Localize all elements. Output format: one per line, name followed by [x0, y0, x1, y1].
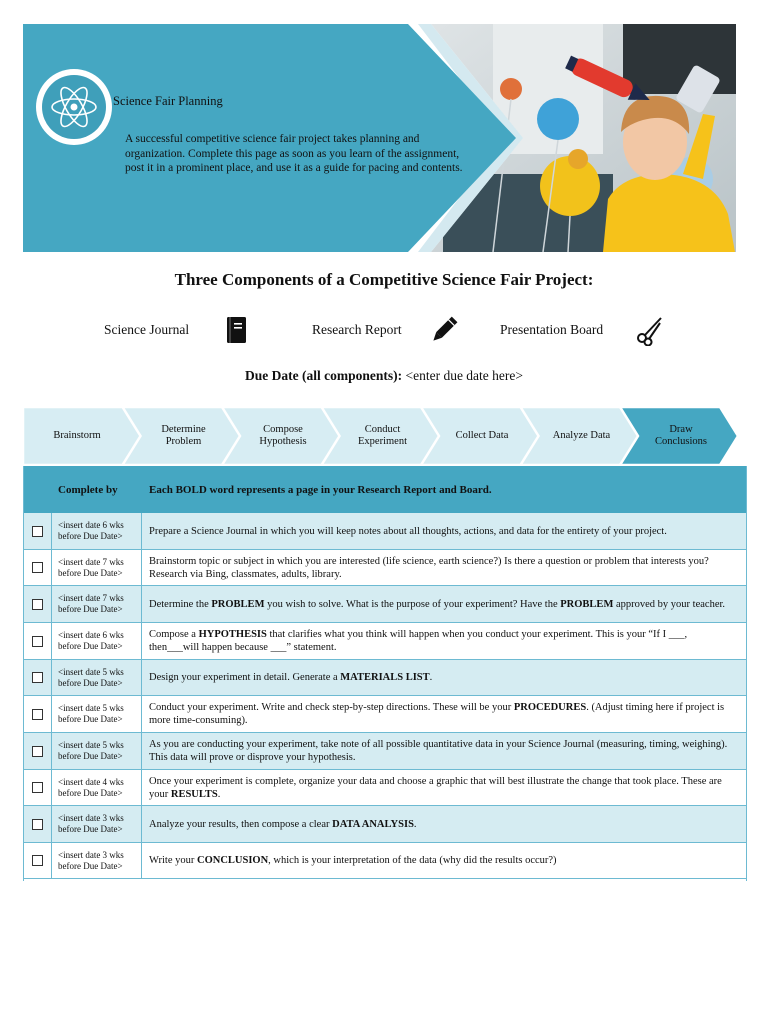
scissors-icon	[634, 314, 666, 346]
due-date-field[interactable]: <enter due date here>	[405, 368, 524, 383]
table-row	[23, 843, 747, 879]
task-checkbox[interactable]	[32, 855, 43, 866]
step-label: Analyze Data	[552, 430, 611, 441]
task-text: Determine the	[149, 598, 212, 610]
journal-icon	[220, 314, 252, 346]
task-description	[143, 660, 743, 695]
checkbox-cell	[23, 843, 52, 878]
task-text: Analyze your results, then compose a clear	[149, 818, 333, 830]
table-row	[23, 806, 747, 843]
task-checkbox[interactable]	[32, 782, 43, 793]
table-row	[23, 660, 747, 696]
bold-keyword: PROCEDURES	[513, 702, 587, 713]
banner-title: Science Fair Planning	[113, 94, 223, 108]
components-row	[0, 312, 768, 348]
task-description	[143, 550, 743, 585]
task-checkbox[interactable]	[32, 562, 43, 573]
task-text: Conduct your experiment. Write and check step-by-step directions. These will be your	[149, 702, 514, 713]
task-text: Prepare a Science Journal in which you will keep notes about all thoughts, actions, and data for the entirety of your project.	[149, 525, 667, 537]
task-text: . (Adjust timing here if project is more time-consuming).	[149, 702, 725, 726]
step-label: Brainstorm	[53, 430, 101, 441]
step-label: Conduct Experiment	[358, 424, 407, 447]
complete-by-date[interactable]: <insert date 4 wks before Due Date>	[52, 770, 142, 805]
bold-keyword: RESULTS	[170, 788, 218, 800]
task-text: .	[413, 818, 417, 830]
task-text: Once your experiment is complete, organize your data and choose a graphic that will best illustrate the change that took place. These are your	[149, 775, 722, 800]
task-description	[143, 843, 743, 878]
task-description	[143, 770, 743, 805]
task-text: Design your experiment in detail. Generate a	[149, 672, 341, 683]
table-row	[23, 623, 747, 660]
task-checkbox[interactable]	[32, 636, 43, 647]
complete-by-date[interactable]: <insert date 6 wks before Due Date>	[52, 513, 142, 549]
logo	[36, 69, 112, 145]
checkbox-cell	[23, 770, 52, 805]
task-checkbox[interactable]	[32, 672, 43, 683]
task-text: Write your	[149, 855, 197, 866]
complete-by-date[interactable]: <insert date 5 wks before Due Date>	[52, 660, 142, 695]
checkbox-cell	[23, 733, 52, 769]
pencil-icon	[428, 314, 460, 346]
header-complete-by: Complete by	[58, 483, 118, 496]
task-description	[143, 696, 743, 732]
complete-by-date[interactable]: <insert date 5 wks before Due Date>	[52, 733, 142, 769]
step-label: Collect Data	[455, 430, 509, 441]
task-checkbox[interactable]	[32, 709, 43, 720]
step-label: Draw Conclusions	[655, 424, 707, 447]
table-row	[23, 696, 747, 733]
checkbox-cell	[23, 806, 52, 842]
due-date-line	[0, 368, 768, 384]
bold-keyword: CONCLUSION	[196, 855, 269, 866]
task-description	[143, 586, 743, 622]
header-note: Each BOLD word represents a page in your Research Report and Board.	[149, 483, 492, 496]
task-text: Compose a	[149, 629, 199, 640]
task-text: .	[429, 672, 433, 683]
task-text: , which is your interpretation of the data (why did the results occur?)	[268, 855, 557, 866]
task-text: you wish to solve. What is the purpose of your experiment? Have the	[264, 598, 561, 610]
task-description	[143, 806, 743, 842]
table-row	[23, 586, 747, 623]
task-checkbox[interactable]	[32, 599, 43, 610]
step-label: Compose Hypothesis	[259, 424, 307, 447]
banner-intro-text: A successful competitive science fair project takes planning and organization. Complete this page as soon as you learn of the assignment, post it in a prominent place, and use it as a guide for pacing and contents.	[125, 133, 463, 174]
process-steps	[23, 407, 743, 465]
table-row	[23, 770, 747, 806]
table-row	[23, 733, 747, 770]
task-table-header	[23, 466, 747, 513]
step-label: Determine Problem	[161, 424, 206, 447]
page-heading: Three Components of a Competitive Science Fair Project:	[174, 270, 594, 289]
header-banner	[23, 24, 736, 252]
task-checkbox[interactable]	[32, 746, 43, 757]
atom-icon	[42, 75, 106, 139]
complete-by-date[interactable]: <insert date 7 wks before Due Date>	[52, 550, 142, 585]
complete-by-date[interactable]: <insert date 6 wks before Due Date>	[52, 623, 142, 659]
complete-by-date[interactable]: <insert date 3 wks before Due Date>	[52, 806, 142, 842]
task-text: that clarifies what you think will happen when you conduct your experiment. This is your “If I ___, then___will happen because ___” statement.	[149, 629, 688, 653]
bold-keyword: PROBLEM	[211, 598, 265, 610]
component-label-board: Presentation Board	[500, 322, 604, 337]
checkbox-cell	[23, 623, 52, 659]
complete-by-date[interactable]: <insert date 7 wks before Due Date>	[52, 586, 142, 622]
task-description	[143, 623, 743, 659]
task-checkbox[interactable]	[32, 526, 43, 537]
checkbox-cell	[23, 550, 52, 585]
bold-keyword: PROBLEM	[560, 598, 614, 610]
bold-keyword: HYPOTHESIS	[198, 629, 267, 640]
checkbox-cell	[23, 696, 52, 732]
task-text: Brainstorm topic or subject in which you are interested (life science, earth science?) Is there a question or problem that interests you? Research via Bing, classmates, adults, library.	[149, 555, 709, 580]
task-checkbox[interactable]	[32, 819, 43, 830]
task-text: .	[217, 788, 221, 800]
due-date-label: Due Date (all components):	[244, 368, 403, 383]
complete-by-date[interactable]: <insert date 3 wks before Due Date>	[52, 843, 142, 878]
task-description	[143, 733, 743, 769]
component-label-journal: Science Journal	[104, 322, 190, 337]
table-row	[23, 550, 747, 586]
bold-keyword: MATERIALS LIST	[340, 672, 430, 683]
checkbox-cell	[23, 660, 52, 695]
task-description	[143, 513, 743, 549]
bold-keyword: DATA ANALYSIS	[332, 818, 414, 830]
component-label-report: Research Report	[312, 322, 402, 337]
task-text: As you are conducting your experiment, take note of all possible quantitative data in your Science Journal (measuring, timing, weighing). This data will prove or disprove your hypothesis.	[149, 739, 728, 763]
checkbox-cell	[23, 513, 52, 549]
checkbox-cell	[23, 586, 52, 622]
task-text: approved by your teacher.	[613, 598, 726, 610]
table-row	[23, 513, 747, 550]
complete-by-date[interactable]: <insert date 5 wks before Due Date>	[52, 696, 142, 732]
